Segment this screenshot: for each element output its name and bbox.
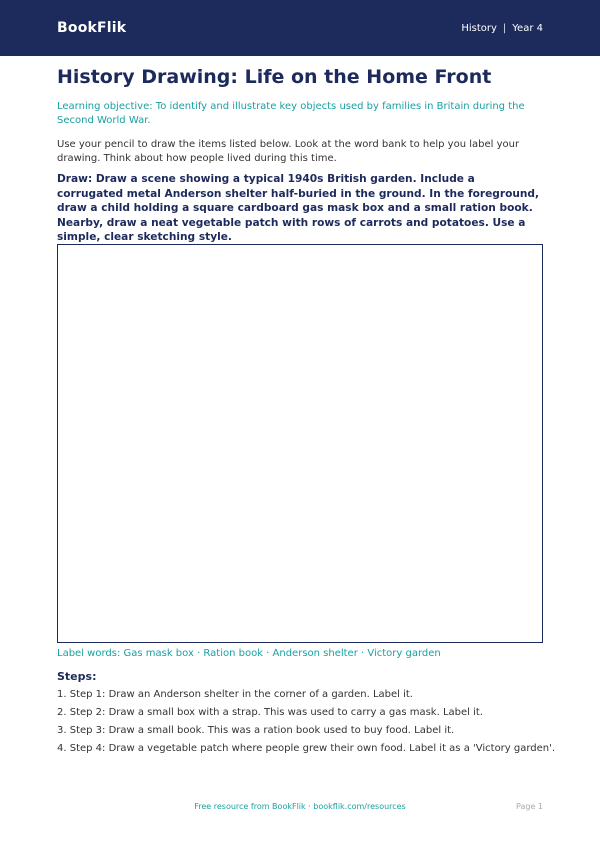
drawing-box[interactable] bbox=[57, 244, 543, 643]
step-item: 1. Step 1: Draw an Anderson shelter in the corner of a garden. Label it. bbox=[57, 689, 413, 700]
year-group: Year 4 bbox=[512, 22, 543, 34]
learning-objective: Learning objective: To identify and illustrate key objects used by families in Britain during the Second World War. bbox=[57, 101, 525, 126]
word-bank: Label words: Gas mask box · Ration book · Anderson shelter · Victory garden bbox=[57, 648, 441, 659]
intro-text: Use your pencil to draw the items listed below. Look at the word bank to help you label your drawing. Think about how people lived during this time. bbox=[57, 139, 520, 164]
footer-link: Free resource from BookFlik · bookflik.com/resources bbox=[194, 802, 406, 811]
page-header bbox=[0, 0, 600, 56]
subject-separator: | bbox=[502, 22, 507, 34]
page-number: Page 1 bbox=[516, 802, 543, 811]
subject-name: History bbox=[461, 22, 497, 34]
step-item: 2. Step 2: Draw a small box with a strap. This was used to carry a gas mask. Label it. bbox=[57, 707, 483, 718]
step-item: 3. Step 3: Draw a small book. This was a ration book used to buy food. Label it. bbox=[57, 725, 455, 736]
page-title: History Drawing: Life on the Home Front bbox=[57, 66, 492, 88]
subject-label bbox=[461, 23, 543, 34]
step-item: 4. Step 4: Draw a vegetable patch where people grew their own food. Label it as a 'Victory garden'. bbox=[57, 743, 556, 754]
page-footer bbox=[0, 802, 600, 816]
steps-heading: Steps: bbox=[57, 670, 97, 683]
steps-list bbox=[57, 689, 556, 761]
brand-logo: BookFlik bbox=[57, 20, 127, 36]
drawing-task: Draw: Draw a scene showing a typical 1940s British garden. Include a corrugated metal Anderson shelter half-buried in the ground. In the foreground, draw a child holding a square cardboard gas mask box and a small ration book. Nearby, draw a neat vegetable patch with rows of carrots and potatoes. Use a simple, clear sketching style. bbox=[57, 173, 540, 243]
